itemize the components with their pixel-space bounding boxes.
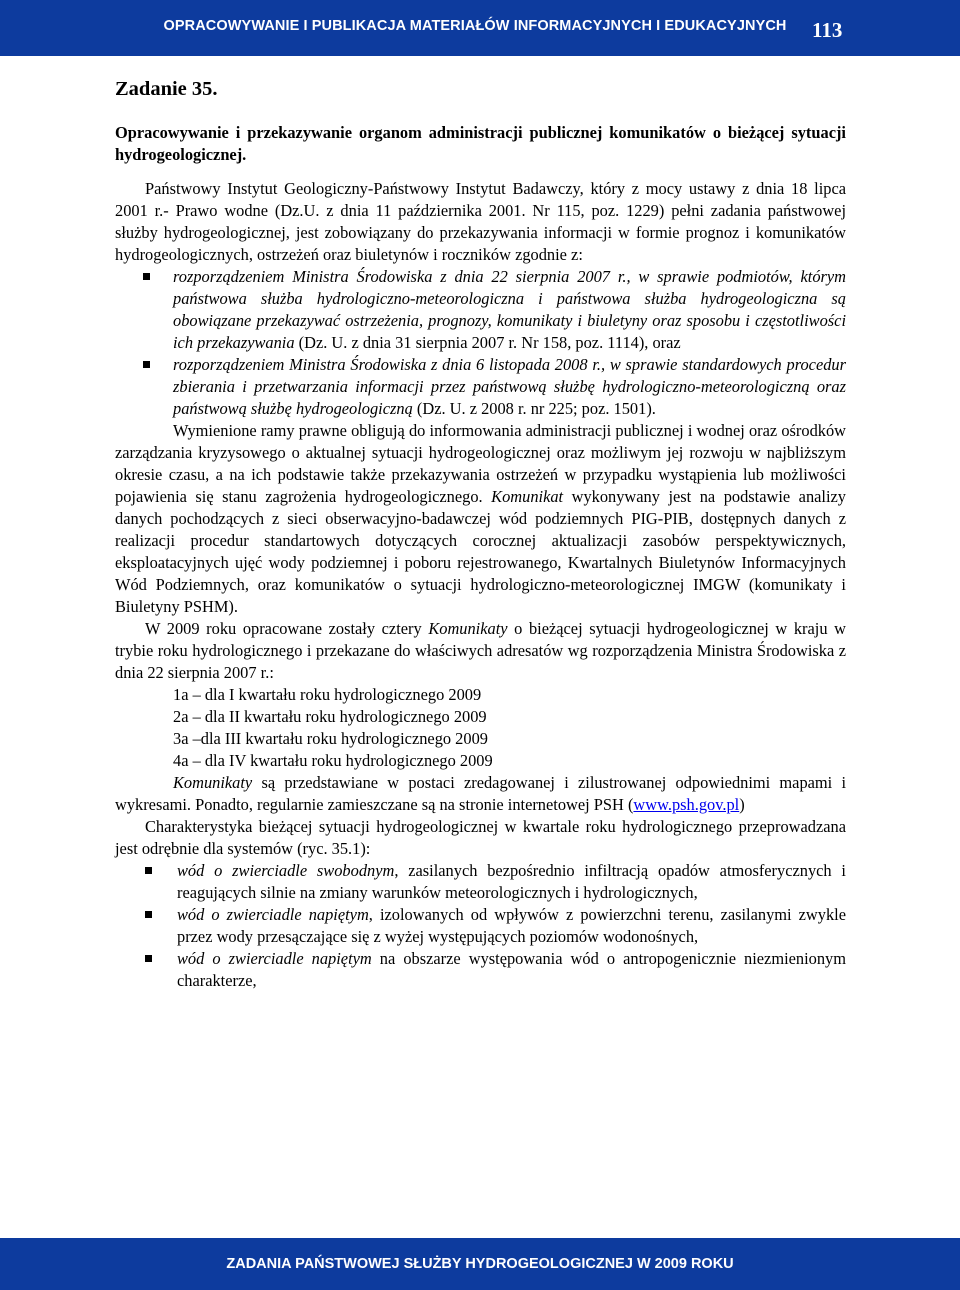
list-item xyxy=(115,266,846,354)
psh-website-link[interactable]: www.psh.gov.pl xyxy=(633,795,740,814)
publication-paragraph xyxy=(115,772,846,816)
emphasis-term: Komunikaty xyxy=(428,619,508,638)
paragraph-text: są przedstawiane w postaci zredagowanej i zilustrowanej odpowiednimi mapami i wykresami. Ponadto, regularnie zamieszczane są na stronie internetowej PSH ( xyxy=(115,773,846,814)
legal-framework-paragraph xyxy=(115,420,846,618)
quarter-list xyxy=(115,684,846,772)
square-bullet-icon xyxy=(145,867,152,874)
regulation-title: rozporządzeniem Ministra Środowiska z dnia 22 sierpnia 2007 r. xyxy=(173,267,627,286)
footer-title: ZADANIA PAŃSTWOWEJ SŁUŻBY HYDROGEOLOGICZNEJ W 2009 ROKU xyxy=(226,1256,734,1272)
paragraph-text: ) xyxy=(739,795,745,814)
task-title: Zadanie 35. xyxy=(115,78,218,100)
regulation-description: , w sprawie standardowych procedur zbierania i przetwarzania informacji przez państwową służbę hydrologiczno-meteorologiczną oraz państwową służbę hydrogeologiczną xyxy=(173,355,846,418)
square-bullet-icon xyxy=(143,273,150,280)
characteristics-paragraph: Charakterystyka bieżącej sytuacji hydrogeologicznej w kwartale roku hydrologicznego przeprowadzana jest odrębnie dla systemów (ryc. 35.1): xyxy=(115,817,846,858)
page-footer xyxy=(0,1238,960,1290)
square-bullet-icon xyxy=(145,955,152,962)
system-description: , zasilanych bezpośrednio infiltracją opadów atmosferycznych i reagujących silnie na zmiany warunków meteorologicznych i hydrologicznych, xyxy=(177,861,846,902)
system-description: , izolowanych od wpływów z powierzchni terenu, zasilanymi zwykle przez wody przesączające się z wyżej występujących poziomów wodonośnych, xyxy=(177,905,846,946)
paragraph-text: wykonywany jest na podstawie analizy danych pochodzących z sieci obserwacyjno-badawczej wód podziemnych PIG-PIB, dostępnych danych z realizacji procedur standartowych dotyczących corocznej aktualizacji zasobów perspektywicznych, eksploatacyjnych ujęć wody podziemnej i poboru rejestrowanego, Kwartalnych Biuletynów Informacyjnych Wód Podziemnych, oraz komunikatów o sytuacji hydrologiczno-meteorologicznej IMGW (komunikaty i Biuletyny PSHM). xyxy=(115,487,846,616)
system-name: wód o zwierciadle swobodnym xyxy=(177,861,395,880)
regulations-list xyxy=(115,266,846,420)
communiques-paragraph xyxy=(115,618,846,684)
system-description: na obszarze występowania wód o antropogenicznie niezmienionym charakterze, xyxy=(177,949,846,990)
regulation-citation: (Dz. U. z dnia 31 sierpnia 2007 r. Nr 158, poz. 1114), oraz xyxy=(294,333,681,352)
list-item xyxy=(115,860,846,904)
list-item: 3a –dla III kwartału roku hydrologicznego 2009 xyxy=(173,729,488,748)
header-title: OPRACOWYWANIE I PUBLIKACJA MATERIAŁÓW INFORMACYJNYCH I EDUKACYJNYCH xyxy=(163,18,787,34)
square-bullet-icon xyxy=(143,361,150,368)
list-item xyxy=(115,948,846,992)
emphasis-term: Komunikaty xyxy=(173,773,253,792)
regulation-description: , w sprawie podmiotów, którym państwowa służba hydrologiczno-meteorologiczna i państwowa służba hydrogeologiczna są obowiązane przekazywać ostrzeżenia, prognozy, komunikaty i biuletyny oraz sposobu i częstotliwości ich przekazywania xyxy=(173,267,846,352)
systems-list xyxy=(115,860,846,992)
list-item: 2a – dla II kwartału roku hydrologicznego 2009 xyxy=(173,707,487,726)
task-subtitle: Opracowywanie i przekazywanie organom administracji publicznej komunikatów o bieżącej sytuacji hydrogeologicznej. xyxy=(115,123,846,164)
regulation-citation: (Dz. U. z 2008 r. nr 225; poz. 1501). xyxy=(412,399,656,418)
list-item: 4a – dla IV kwartału roku hydrologicznego 2009 xyxy=(173,751,493,770)
paragraph-text: W 2009 roku opracowane zostały cztery xyxy=(145,619,429,638)
square-bullet-icon xyxy=(145,911,152,918)
list-item xyxy=(115,904,846,948)
list-item xyxy=(115,354,846,420)
page-header xyxy=(0,0,960,56)
system-name: wód o zwierciadle napiętym xyxy=(177,949,372,968)
paragraph-text: o bieżącej sytuacji hydrogeologicznej w kraju w trybie roku hydrologicznego i przekazane do właściwych adresatów wg rozporządzenia Ministra Środowiska z dnia 22 sierpnia 2007 r.: xyxy=(115,619,846,682)
intro-paragraph: Państwowy Instytut Geologiczny-Państwowy Instytut Badawczy, który z mocy ustawy z dnia 18 lipca 2001 r.- Prawo wodne (Dz.U. z dnia 11 października 2001. Nr 115, poz. 1229) pełni zadania państwowej służby hydrogeologicznej, jest zobowiązany do przekazywania informacji w formie prognoz i komunikatów hydrogeologicznych, ostrzeżeń oraz biuletynów i roczników zgodnie z: xyxy=(115,179,846,264)
paragraph-text: Wymienione ramy prawne obligują do informowania administracji publicznej i wodnej oraz ośrodków zarządzania kryzysowego o aktualnej sytuacji hydrogeologicznej oraz możliwym jej rozwoju w najbliższym okresie czasu, a na ich podstawie także przekazywania ostrzeżeń w przypadku wystąpienia lub możliwości pojawienia się stanu zagrożenia hydrogeologicznego. xyxy=(115,421,846,506)
system-name: wód o zwierciadle napiętym xyxy=(177,905,369,924)
page-content xyxy=(115,76,846,992)
list-item: 1a – dla I kwartału roku hydrologicznego 2009 xyxy=(173,685,482,704)
emphasis-term: Komunikat xyxy=(491,487,564,506)
page-number: 113 xyxy=(812,18,843,42)
regulation-title: rozporządzeniem Ministra Środowiska z dnia 6 listopada 2008 r. xyxy=(173,355,601,374)
